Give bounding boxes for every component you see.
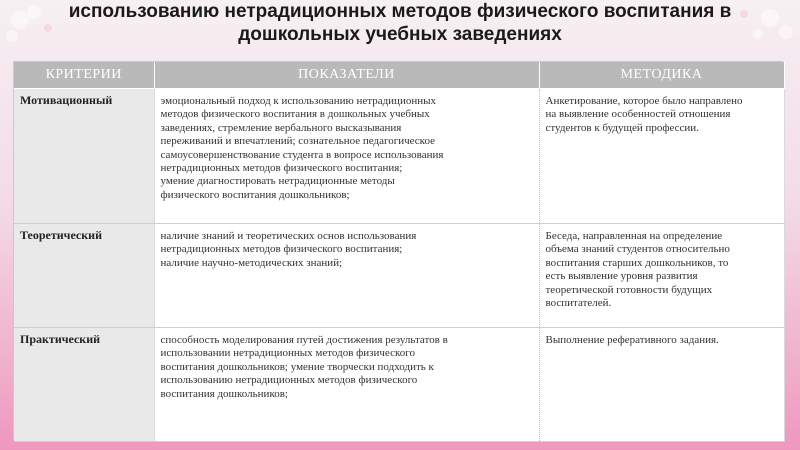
header-criteria: КРИТЕРИИ [14, 62, 154, 89]
header-methodology: МЕТОДИКА [539, 62, 784, 89]
table-row [14, 224, 784, 328]
header-indicators: ПОКАЗАТЕЛИ [154, 62, 539, 89]
criterion-cell: Мотивационный [14, 89, 154, 224]
indicators-cell: эмоциональный подход к использованию нетрадиционных методов физического воспитания в дошкольных учебных заведениях, стремление вербального высказывания переживаний и впечатлений; сознательное педагогическое самоусовершенствование студента в вопросе использования нетрадиционных методов физического воспитания; умение диагностировать нетрадиционные методы физического воспитания дошкольников; [154, 89, 539, 224]
method-cell: Анкетирование, которое было направлено на выявление особенностей отношения студентов к будущей профессии. [539, 89, 784, 224]
table-row [14, 328, 784, 442]
method-cell: Беседа, направленная на определение объема знаний студентов относительно воспитания старших дошкольников, то есть выявление уровня развития теоретической готовности будущих воспитателей. [539, 224, 784, 328]
method-cell: Выполнение реферативного задания. [539, 328, 784, 442]
criterion-cell: Теоретический [14, 224, 154, 328]
indicators-cell: наличие знаний и теоретических основ использования нетрадиционных методов физического воспитания; наличие научно-методических знаний; [154, 224, 539, 328]
indicators-cell: способность моделирования путей достижения результатов в использовании нетрадиционных методов физического воспитания дошкольников; умение творчески подходить к использованию нетрадиционных методов физического воспитания дошкольников; [154, 328, 539, 442]
table-row [14, 89, 784, 224]
criterion-cell: Практический [14, 328, 154, 442]
criteria-table [13, 61, 783, 440]
slide-title: использованию нетрадиционных методов физического воспитания в дошкольных учебных заведениях [68, 1, 732, 45]
